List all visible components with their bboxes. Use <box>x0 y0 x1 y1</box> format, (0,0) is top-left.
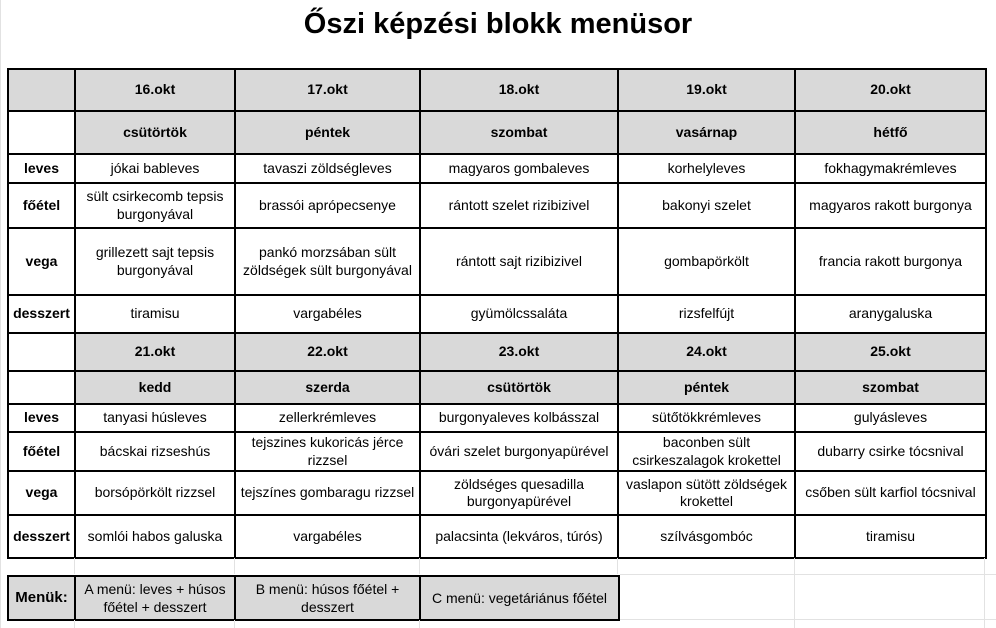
menu-cell: tiramisu <box>75 295 235 333</box>
week2-days-row <box>8 371 986 404</box>
row-label-leves: leves <box>8 154 75 183</box>
gridline <box>419 558 420 574</box>
gridline <box>419 620 420 628</box>
corner-cell <box>8 371 75 404</box>
week2-soup-row <box>8 404 986 432</box>
corner-cell <box>8 69 75 111</box>
menu-cell: gulyásleves <box>795 404 986 432</box>
week1-soup-row <box>8 154 986 183</box>
menu-cell: zöldséges quesadilla burgonyapürével <box>420 471 618 515</box>
row-label-desszert: desszert <box>8 515 75 558</box>
gridline <box>617 558 618 574</box>
menu-cell: korhelyleves <box>618 154 795 183</box>
row-label-foetel: főétel <box>8 183 75 228</box>
day-cell: csütörtök <box>420 371 618 404</box>
week2-main-row <box>8 432 986 471</box>
menu-cell: brassói aprópecsenye <box>235 183 420 228</box>
menu-cell: vargabéles <box>235 515 420 558</box>
menu-cell: somlói habos galuska <box>75 515 235 558</box>
week1-dessert-row <box>8 295 986 333</box>
row-label-leves: leves <box>8 404 75 432</box>
day-cell: hétfő <box>795 111 986 154</box>
corner-cell <box>8 333 75 371</box>
day-cell: szerda <box>235 371 420 404</box>
row-label-foetel: főétel <box>8 432 75 471</box>
menu-cell: sült csirkecomb tepsis burgonyával <box>75 183 235 228</box>
legend-row <box>8 576 619 620</box>
date-cell: 20.okt <box>795 69 986 111</box>
menu-cell: fokhagymakrémleves <box>795 154 986 183</box>
menu-cell: pankó morzsában sült zöldségek sült burgonyával <box>235 228 420 295</box>
legend-item-a: A menü: leves + húsos főétel + desszert <box>75 576 235 620</box>
menu-cell: aranygaluska <box>795 295 986 333</box>
date-cell: 21.okt <box>75 333 235 371</box>
menu-cell: bakonyi szelet <box>618 183 795 228</box>
menu-cell: grillezett sajt tepsis burgonyával <box>75 228 235 295</box>
week1-vega-row <box>8 228 986 295</box>
gridline <box>74 558 75 574</box>
menu-cell: magyaros gombaleves <box>420 154 618 183</box>
day-cell: vasárnap <box>618 111 795 154</box>
menu-cell: tanyasi húsleves <box>75 404 235 432</box>
menu-cell: vaslapon sütött zöldségek krokettel <box>618 471 795 515</box>
row-label-vega: vega <box>8 471 75 515</box>
menu-cell: burgonyaleves kolbásszal <box>420 404 618 432</box>
date-cell: 24.okt <box>618 333 795 371</box>
menu-cell: tavaszi zöldségleves <box>235 154 420 183</box>
date-cell: 17.okt <box>235 69 420 111</box>
day-cell: péntek <box>618 371 795 404</box>
menu-cell: csőben sült karfiol tócsnival <box>795 471 986 515</box>
menu-cell: vargabéles <box>235 295 420 333</box>
menu-cell: tejszínes gombaragu rizzsel <box>235 471 420 515</box>
menu-cell: szílvásgombóc <box>618 515 795 558</box>
gridline <box>74 620 75 628</box>
week2-vega-row <box>8 471 986 515</box>
menu-cell: bácskai rizseshús <box>75 432 235 471</box>
menu-cell: rántott sajt rizibizivel <box>420 228 618 295</box>
page-title: Őszi képzési blokk menüsor <box>303 8 693 40</box>
gridline <box>620 619 996 620</box>
week1-main-row <box>8 183 986 228</box>
gridline <box>234 620 235 628</box>
menu-cell: dubarry csirke tócsnival <box>795 432 986 471</box>
day-cell: kedd <box>75 371 235 404</box>
row-label-desszert: desszert <box>8 295 75 333</box>
menu-cell: zellerkrémleves <box>235 404 420 432</box>
gridline <box>0 0 1 628</box>
gridline <box>984 558 985 628</box>
menu-cell: rizsfelfújt <box>618 295 795 333</box>
date-cell: 22.okt <box>235 333 420 371</box>
day-cell: szombat <box>795 371 986 404</box>
menu-cell: tejszines kukoricás jérce rizzsel <box>235 432 420 471</box>
row-label-vega: vega <box>8 228 75 295</box>
menu-cell: jókai bableves <box>75 154 235 183</box>
gridline <box>794 558 795 628</box>
menu-cell: gyümölcssaláta <box>420 295 618 333</box>
menu-cell: rántott szelet rizibizivel <box>420 183 618 228</box>
legend-label: Menük: <box>8 576 75 620</box>
day-cell: csütörtök <box>75 111 235 154</box>
week2-dessert-row <box>8 515 986 558</box>
week1-dates-row <box>8 69 986 111</box>
menu-cell: borsópörkölt rizzsel <box>75 471 235 515</box>
date-cell: 23.okt <box>420 333 618 371</box>
legend-item-c: C menü: vegetáriánus főétel <box>420 576 619 620</box>
menu-cell: tiramisu <box>795 515 986 558</box>
menu-cell: francia rakott burgonya <box>795 228 986 295</box>
menu-cell: óvári szelet burgonyapürével <box>420 432 618 471</box>
menu-cell: sütőtökkrémleves <box>618 404 795 432</box>
day-cell: péntek <box>235 111 420 154</box>
date-cell: 19.okt <box>618 69 795 111</box>
corner-cell <box>8 111 75 154</box>
date-cell: 16.okt <box>75 69 235 111</box>
menu-cell: gombapörkölt <box>618 228 795 295</box>
legend-item-b: B menü: húsos főétel + desszert <box>235 576 420 620</box>
day-cell: szombat <box>420 111 618 154</box>
gridline <box>620 574 996 575</box>
menu-table <box>7 68 987 559</box>
menu-cell: palacsinta (lekváros, túrós) <box>420 515 618 558</box>
week1-days-row <box>8 111 986 154</box>
date-cell: 18.okt <box>420 69 618 111</box>
week2-dates-row <box>8 333 986 371</box>
gridline <box>234 558 235 574</box>
menu-cell: baconben sült csirkeszalagok krokettel <box>618 432 795 471</box>
date-cell: 25.okt <box>795 333 986 371</box>
menu-cell: magyaros rakott burgonya <box>795 183 986 228</box>
menu-legend <box>7 575 620 621</box>
